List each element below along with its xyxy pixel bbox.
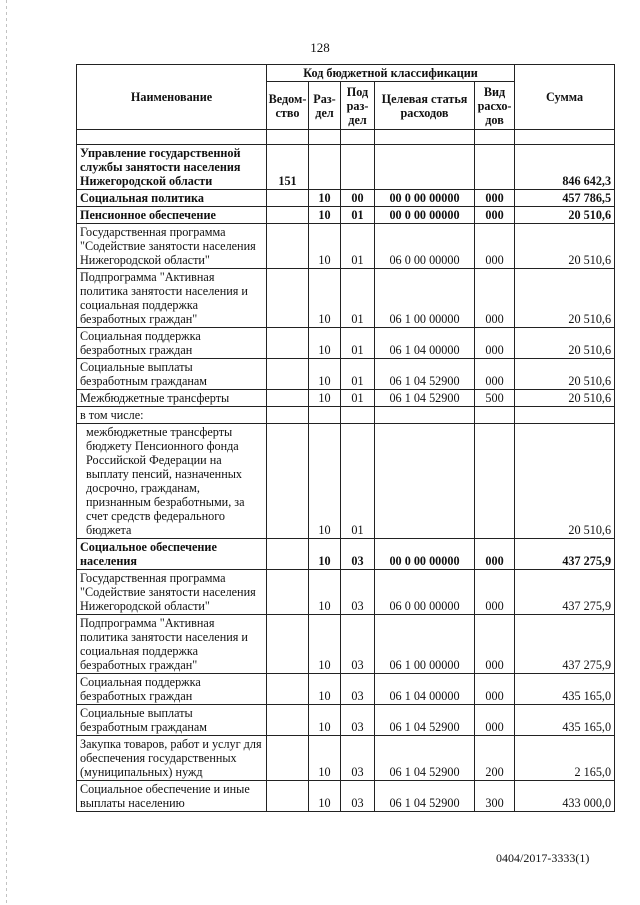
row-sum: 2 165,0 xyxy=(515,736,615,781)
row-target-article: 00 0 00 00000 xyxy=(375,207,475,224)
row-subsection xyxy=(341,145,375,190)
row-expense-type: 000 xyxy=(475,705,515,736)
table-row xyxy=(77,390,615,407)
row-name: Пенсионное обеспечение xyxy=(77,207,267,224)
row-subsection: 03 xyxy=(341,781,375,812)
row-subsection: 03 xyxy=(341,539,375,570)
table-row xyxy=(77,407,615,424)
row-department xyxy=(267,615,309,674)
scan-edge xyxy=(6,0,7,905)
budget-table xyxy=(76,64,615,812)
row-section: 10 xyxy=(309,207,341,224)
table-row xyxy=(77,781,615,812)
row-target-article: 06 1 04 00000 xyxy=(375,328,475,359)
table-row xyxy=(77,424,615,539)
row-subsection: 01 xyxy=(341,390,375,407)
row-section: 10 xyxy=(309,674,341,705)
row-department xyxy=(267,674,309,705)
row-sum: 20 510,6 xyxy=(515,328,615,359)
row-sum: 20 510,6 xyxy=(515,359,615,390)
row-section xyxy=(309,145,341,190)
row-expense-type xyxy=(475,424,515,539)
row-department xyxy=(267,570,309,615)
table-row xyxy=(77,570,615,615)
row-name: Подпрограмма "Активная политика занятости населения и социальная поддержка безработных граждан" xyxy=(77,269,267,328)
row-subsection: 03 xyxy=(341,736,375,781)
row-department xyxy=(267,207,309,224)
table-row xyxy=(77,224,615,269)
table-row xyxy=(77,145,615,190)
table-row xyxy=(77,615,615,674)
row-expense-type: 000 xyxy=(475,328,515,359)
row-section xyxy=(309,407,341,424)
row-subsection: 03 xyxy=(341,674,375,705)
row-name: межбюджетные трансферты бюджету Пенсионного фонда Российской Федерации на выплату пенсий, назначенных досрочно, гражданам, признанным безработными, за счет средств федерального бюджета xyxy=(77,424,267,539)
table-body xyxy=(77,130,615,812)
row-department: 151 xyxy=(267,145,309,190)
row-expense-type xyxy=(475,407,515,424)
row-target-article: 00 0 00 00000 xyxy=(375,539,475,570)
header-target-article: Целевая статья расходов xyxy=(375,82,475,130)
row-name: Государственная программа "Содействие занятости населения Нижегородской области" xyxy=(77,570,267,615)
row-department xyxy=(267,781,309,812)
row-target-article: 00 0 00 00000 xyxy=(375,190,475,207)
row-sum: 20 510,6 xyxy=(515,269,615,328)
row-expense-type: 000 xyxy=(475,269,515,328)
row-target-article: 06 1 04 52900 xyxy=(375,390,475,407)
row-subsection: 03 xyxy=(341,615,375,674)
row-subsection: 03 xyxy=(341,705,375,736)
header-sum: Сумма xyxy=(515,65,615,130)
row-section: 10 xyxy=(309,390,341,407)
row-section: 10 xyxy=(309,705,341,736)
row-name: Социальные выплаты безработным гражданам xyxy=(77,359,267,390)
row-expense-type: 500 xyxy=(475,390,515,407)
row-section: 10 xyxy=(309,424,341,539)
row-target-article: 06 1 00 00000 xyxy=(375,269,475,328)
row-name: Межбюджетные трансферты xyxy=(77,390,267,407)
header-subsection: Под раз-дел xyxy=(341,82,375,130)
row-name: Подпрограмма "Активная политика занятости населения и социальная поддержка безработных граждан" xyxy=(77,615,267,674)
page-number: 128 xyxy=(310,40,330,55)
row-subsection: 03 xyxy=(341,570,375,615)
row-sum: 433 000,0 xyxy=(515,781,615,812)
row-department xyxy=(267,190,309,207)
row-name: Социальное обеспечение населения xyxy=(77,539,267,570)
row-name: Социальная поддержка безработных граждан xyxy=(77,674,267,705)
row-department xyxy=(267,328,309,359)
row-target-article: 06 1 04 52900 xyxy=(375,359,475,390)
table-row xyxy=(77,359,615,390)
row-sum: 20 510,6 xyxy=(515,424,615,539)
row-section: 10 xyxy=(309,539,341,570)
row-sum: 437 275,9 xyxy=(515,570,615,615)
row-sum: 437 275,9 xyxy=(515,615,615,674)
row-subsection: 01 xyxy=(341,224,375,269)
row-name: Социальные выплаты безработным гражданам xyxy=(77,705,267,736)
row-department xyxy=(267,224,309,269)
row-section: 10 xyxy=(309,328,341,359)
row-target-article: 06 0 00 00000 xyxy=(375,570,475,615)
row-expense-type: 200 xyxy=(475,736,515,781)
row-expense-type: 000 xyxy=(475,207,515,224)
row-sum: 457 786,5 xyxy=(515,190,615,207)
row-section: 10 xyxy=(309,224,341,269)
row-department xyxy=(267,269,309,328)
spacer-row xyxy=(77,130,615,145)
row-department xyxy=(267,424,309,539)
row-name: Социальная политика xyxy=(77,190,267,207)
row-name: Социальная поддержка безработных граждан xyxy=(77,328,267,359)
table-row xyxy=(77,207,615,224)
row-department xyxy=(267,359,309,390)
row-target-article xyxy=(375,407,475,424)
row-department xyxy=(267,539,309,570)
row-target-article: 06 1 04 00000 xyxy=(375,674,475,705)
row-sum: 435 165,0 xyxy=(515,674,615,705)
table-row xyxy=(77,736,615,781)
row-department xyxy=(267,736,309,781)
row-subsection: 01 xyxy=(341,424,375,539)
row-subsection: 01 xyxy=(341,269,375,328)
row-expense-type: 000 xyxy=(475,359,515,390)
row-expense-type: 000 xyxy=(475,224,515,269)
header-classification-code: Код бюджетной классификации xyxy=(267,65,515,82)
row-sum xyxy=(515,407,615,424)
row-target-article: 06 1 04 52900 xyxy=(375,736,475,781)
row-target-article: 06 1 04 52900 xyxy=(375,781,475,812)
row-expense-type: 000 xyxy=(475,674,515,705)
header-name: Наименование xyxy=(77,65,267,130)
row-section: 10 xyxy=(309,736,341,781)
row-expense-type: 000 xyxy=(475,539,515,570)
row-target-article xyxy=(375,424,475,539)
row-target-article xyxy=(375,145,475,190)
table-row xyxy=(77,674,615,705)
row-name: Закупка товаров, работ и услуг для обеспечения государственных (муниципальных) нужд xyxy=(77,736,267,781)
row-subsection: 01 xyxy=(341,328,375,359)
row-subsection: 00 xyxy=(341,190,375,207)
row-subsection xyxy=(341,407,375,424)
row-target-article: 06 1 00 00000 xyxy=(375,615,475,674)
header-department: Ведом-ство xyxy=(267,82,309,130)
header-expense-type: Вид расхо-дов xyxy=(475,82,515,130)
row-sum: 20 510,6 xyxy=(515,207,615,224)
table-row xyxy=(77,269,615,328)
table-row xyxy=(77,190,615,207)
row-section: 10 xyxy=(309,269,341,328)
row-section: 10 xyxy=(309,190,341,207)
row-subsection: 01 xyxy=(341,207,375,224)
row-name: Управление государственной службы занятости населения Нижегородской области xyxy=(77,145,267,190)
row-department xyxy=(267,705,309,736)
row-target-article: 06 0 00 00000 xyxy=(375,224,475,269)
row-subsection: 01 xyxy=(341,359,375,390)
row-expense-type: 000 xyxy=(475,615,515,674)
row-name: Социальное обеспечение и иные выплаты населению xyxy=(77,781,267,812)
row-sum: 20 510,6 xyxy=(515,224,615,269)
table-row xyxy=(77,328,615,359)
row-sum: 435 165,0 xyxy=(515,705,615,736)
row-department xyxy=(267,390,309,407)
row-expense-type xyxy=(475,145,515,190)
table-row xyxy=(77,539,615,570)
row-expense-type: 000 xyxy=(475,190,515,207)
row-section: 10 xyxy=(309,570,341,615)
document-code: 0404/2017-3333(1) xyxy=(496,851,590,865)
row-section: 10 xyxy=(309,781,341,812)
row-section: 10 xyxy=(309,615,341,674)
header-section: Раз-дел xyxy=(309,82,341,130)
row-sum: 20 510,6 xyxy=(515,390,615,407)
row-expense-type: 000 xyxy=(475,570,515,615)
row-department xyxy=(267,407,309,424)
row-name: Государственная программа "Содействие занятости населения Нижегородской области" xyxy=(77,224,267,269)
row-expense-type: 300 xyxy=(475,781,515,812)
row-target-article: 06 1 04 52900 xyxy=(375,705,475,736)
row-section: 10 xyxy=(309,359,341,390)
row-name: в том числе: xyxy=(77,407,267,424)
row-sum: 846 642,3 xyxy=(515,145,615,190)
table-row xyxy=(77,705,615,736)
row-sum: 437 275,9 xyxy=(515,539,615,570)
